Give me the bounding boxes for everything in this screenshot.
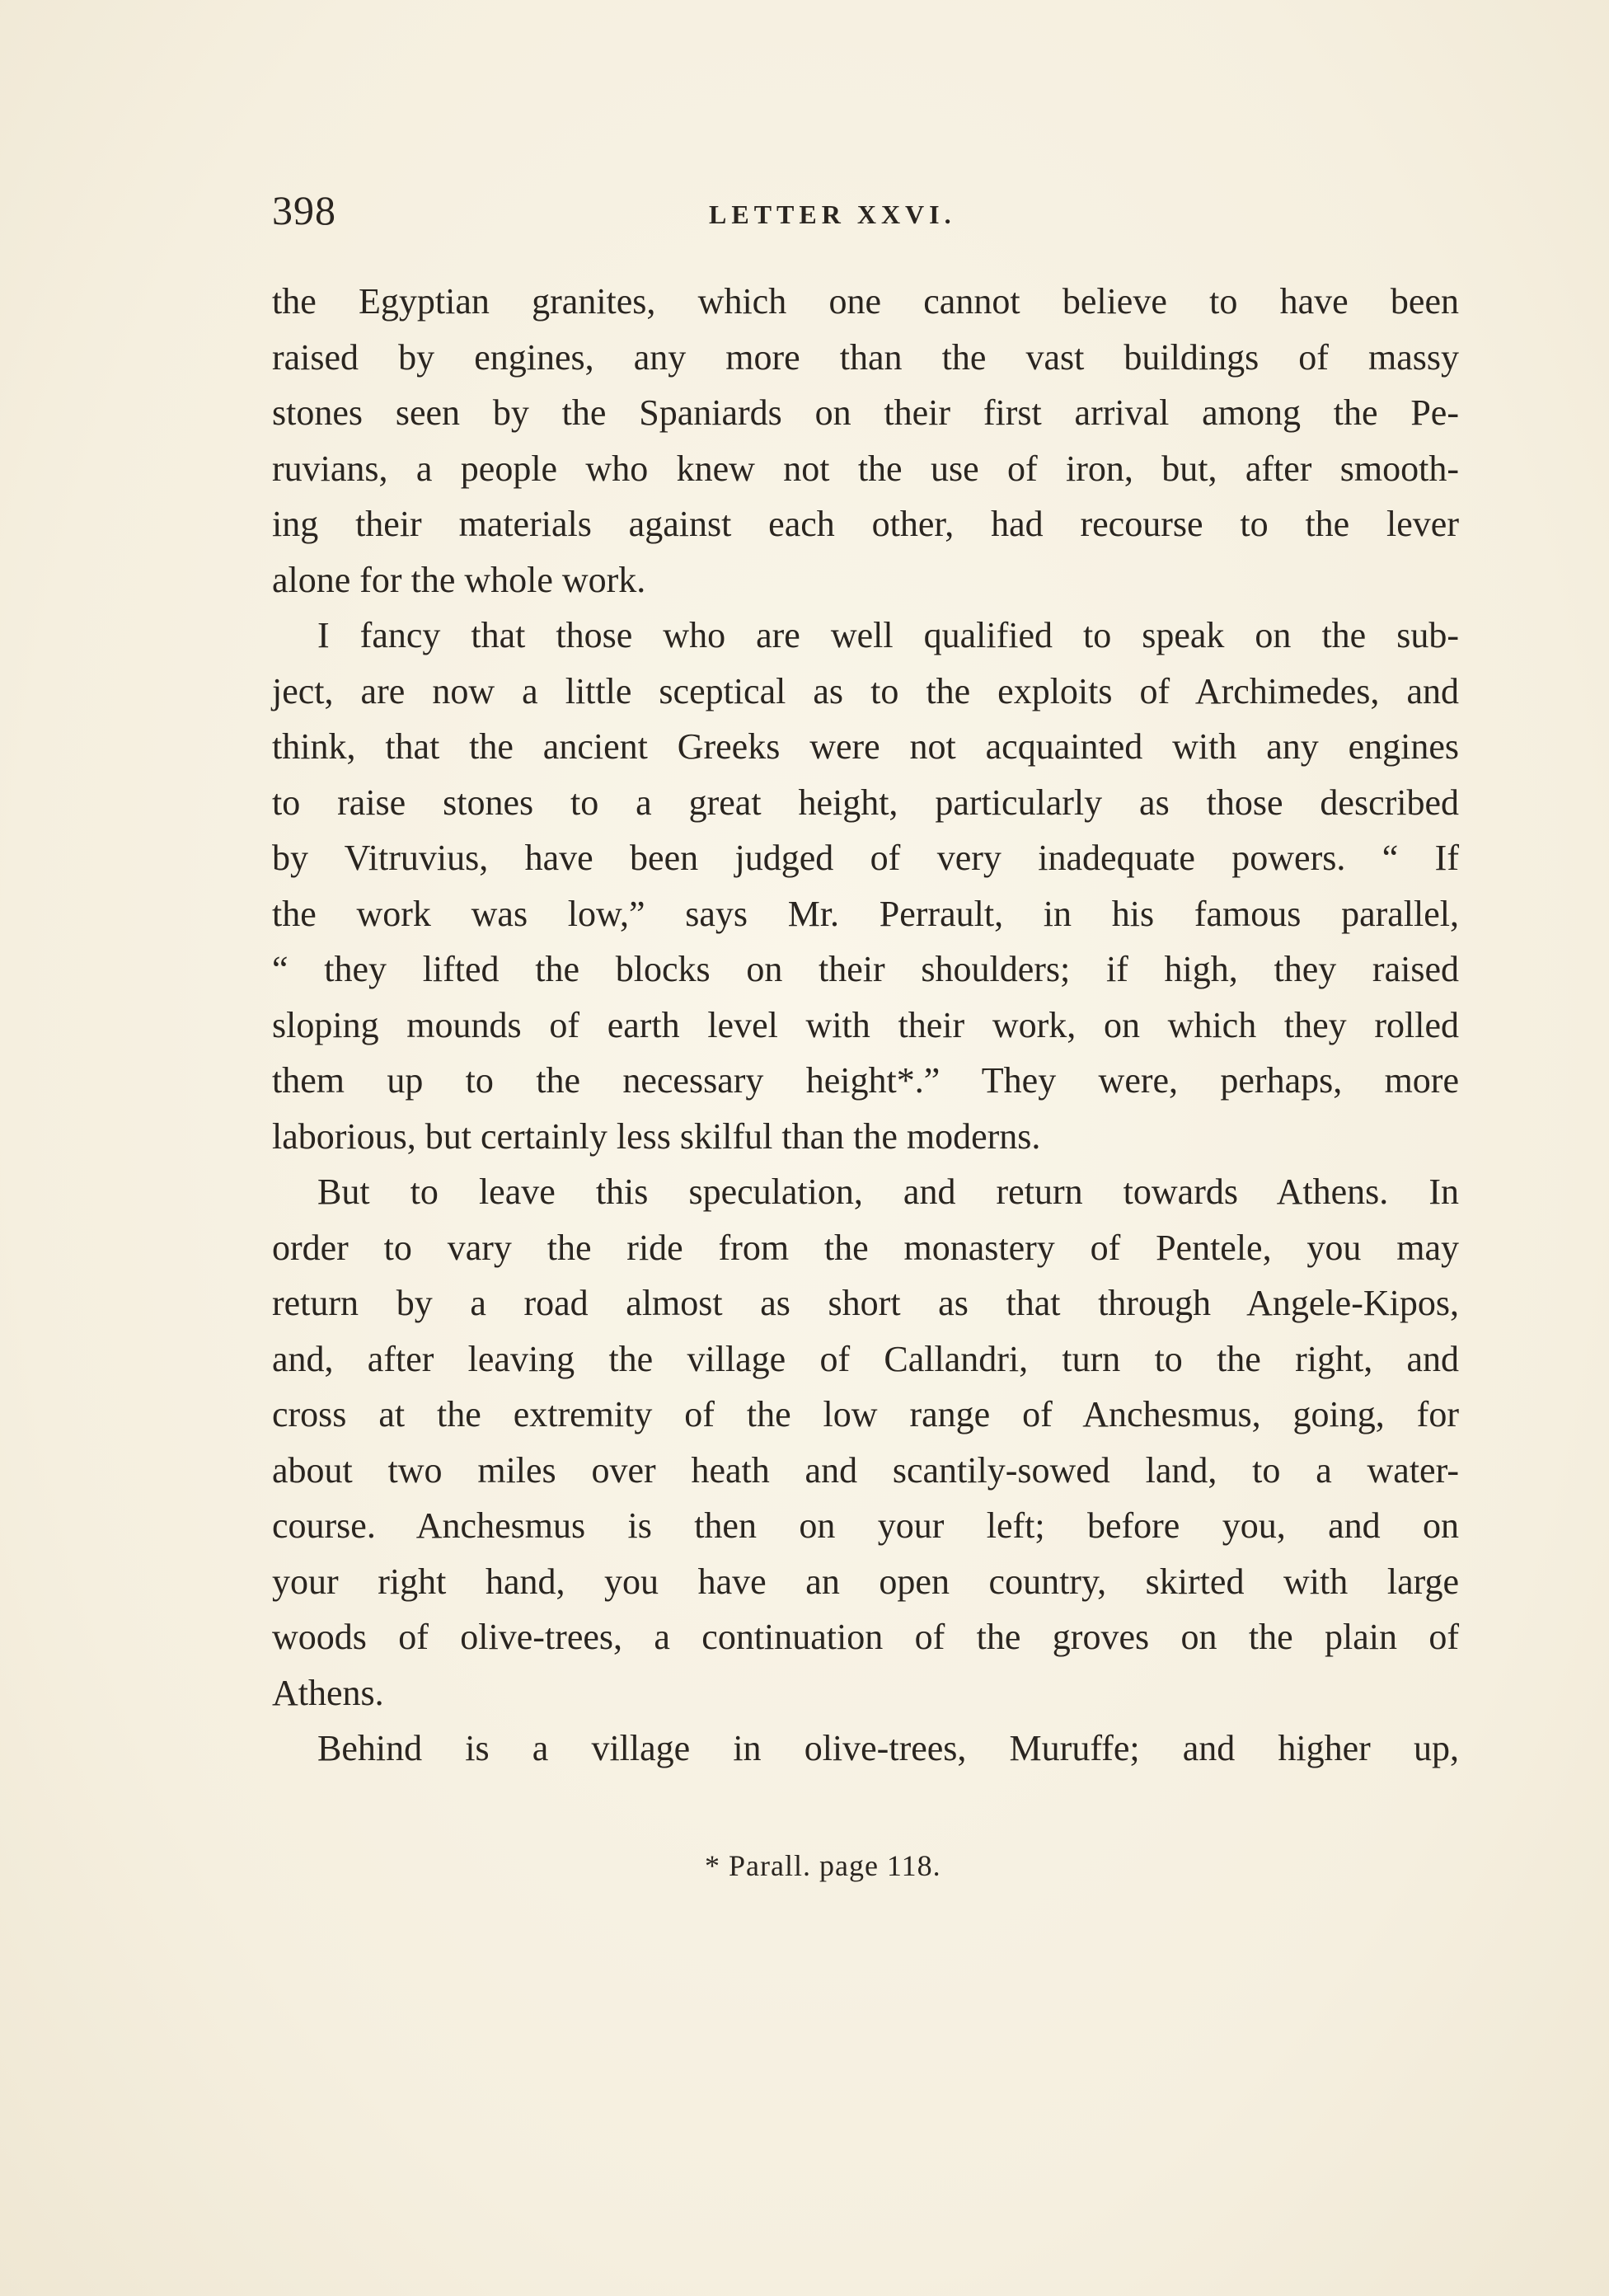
text-line: Athens. [272, 1672, 384, 1713]
text-line: alone for the whole work. [272, 559, 646, 600]
text-line: to raise stones to a great height, particularly as those described [272, 782, 1459, 823]
text-line: ject, are now a little sceptical as to the exploits of Archimedes, and [272, 670, 1459, 711]
text-line: think, that the ancient Greeks were not acquainted with any engines [272, 726, 1459, 767]
text-line: course. Anchesmus is then on your left; before you, and on [272, 1505, 1459, 1546]
text-line: by Vitruvius, have been judged of very inadequate powers. “ If [272, 838, 1459, 878]
paragraph-start-line: Behind is a village in olive-trees, Muruffe; and higher up, [317, 1728, 1459, 1768]
text-line: “ they lifted the blocks on their shoulders; if high, they raised [272, 949, 1459, 989]
text-line: raised by engines, any more than the vast buildings of massy [272, 336, 1459, 378]
text-line: ing their materials against each other, had recourse to the lever [272, 504, 1459, 544]
paragraph-start-line: I fancy that those who are well qualified to speak on the sub- [317, 615, 1459, 655]
text-line: the Egyptian granites, which one cannot believe to have been [272, 281, 1459, 322]
page-number: 398 [272, 187, 336, 233]
text-line: laborious, but certainly less skilful than the moderns. [272, 1115, 1041, 1157]
running-head: LETTER XXVI. [709, 200, 956, 229]
text-line: order to vary the ride from the monastery of Pentele, you may [272, 1227, 1459, 1268]
text-line: cross at the extremity of the low range of Anchesmus, going, for [272, 1394, 1459, 1434]
text-line: them up to the necessary height*.” They were, perhaps, more [272, 1060, 1459, 1101]
body-text [272, 274, 1459, 1777]
footnote: * Parall. page 118. [705, 1849, 941, 1882]
text-line: and, after leaving the village of Callandri, turn to the right, and [272, 1338, 1459, 1379]
text-line: sloping mounds of earth level with their work, on which they rolled [272, 1004, 1459, 1045]
text-line: woods of olive-trees, a continuation of the groves on the plain of [272, 1617, 1459, 1657]
paragraph-start-line: But to leave this speculation, and return towards Athens. In [317, 1171, 1459, 1212]
text-line: your right hand, you have an open country, skirted with large [272, 1561, 1459, 1602]
text-line: ruvians, a people who knew not the use of iron, but, after smooth- [272, 448, 1459, 489]
text-line: return by a road almost as short as that through Angele-Kipos, [272, 1283, 1459, 1323]
text-line: the work was low,” says Mr. Perrault, in his famous parallel, [272, 893, 1459, 934]
text-line: stones seen by the Spaniards on their first arrival among the Pe- [272, 392, 1459, 433]
page-header [272, 185, 1459, 243]
text-line: about two miles over heath and scantily-sowed land, to a water- [272, 1449, 1459, 1491]
